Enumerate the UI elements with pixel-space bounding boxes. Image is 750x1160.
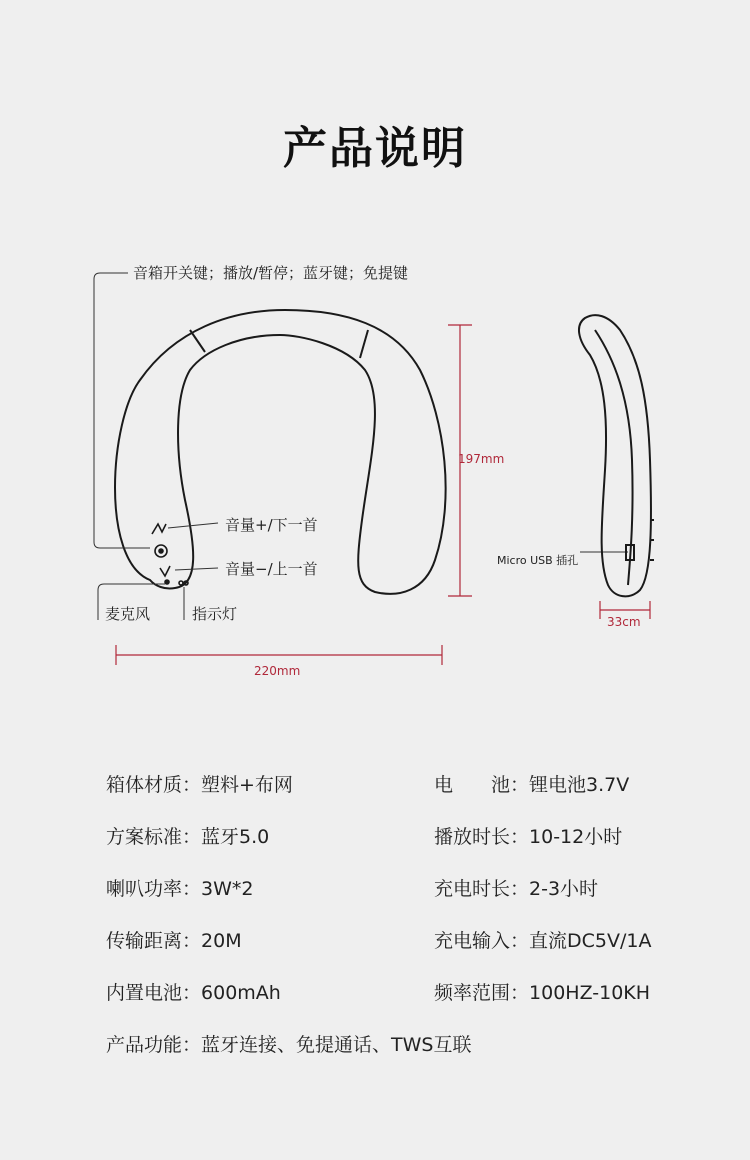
top-buttons-label: 音箱开关键；播放/暂停；蓝牙键；免提键: [133, 264, 409, 282]
neckband-seam-left: [190, 330, 205, 352]
mic-label: 麦克风: [105, 605, 151, 623]
vol-up-label: 音量+/下一首: [225, 516, 318, 534]
width-dim-label: 220mm: [254, 664, 301, 678]
power-button-dot: [159, 549, 163, 553]
spec-right-1: 播放时长：10-12小时: [434, 826, 623, 848]
indicator-label: 指示灯: [192, 605, 238, 623]
vol-up-leader: [168, 523, 218, 528]
vol-down-leader: [175, 568, 218, 570]
vol-down-label: 音量−/上一首: [225, 560, 318, 578]
spec-left-1: 方案标准：蓝牙5.0: [106, 826, 270, 848]
neckband-outer-outline: [115, 310, 446, 594]
spec-right-2: 充电时长：2-3小时: [434, 878, 599, 900]
neckband-side-view: [579, 315, 654, 596]
spec-right-3: 充电输入：直流DC5V/1A: [434, 930, 652, 952]
spec-left-2: 喇叭功率：3W*2: [106, 878, 254, 900]
spec-left-0: 箱体材质：塑料+布网: [106, 774, 293, 796]
indicator-light-icon: [179, 581, 183, 585]
height-dim-label: 197mm: [458, 452, 505, 466]
mic-hole-icon: [165, 580, 169, 584]
top-buttons-leader: [94, 273, 150, 548]
side-outer-outline: [579, 315, 651, 596]
spec-left-5: 产品功能：蓝牙连接、免提通话、TWS互联: [106, 1034, 472, 1056]
spec-right-0: 电 池：锂电池3.7V: [434, 774, 630, 796]
page-title: 产品说明: [283, 123, 467, 174]
depth-dim-label: 33cm: [607, 615, 641, 629]
spec-left-3: 传输距离：20M: [106, 930, 242, 952]
spec-left-4: 内置电池：600mAh: [106, 982, 281, 1004]
volume-down-icon: [160, 566, 170, 576]
neckband-seam-right: [360, 330, 368, 358]
button-cluster: [152, 524, 188, 585]
spec-right-4: 频率范围：100HZ-10KH: [434, 982, 651, 1004]
usb-label: Micro USB 插孔: [497, 554, 579, 567]
volume-up-icon: [152, 524, 166, 534]
neckband-front-view: [115, 310, 446, 594]
